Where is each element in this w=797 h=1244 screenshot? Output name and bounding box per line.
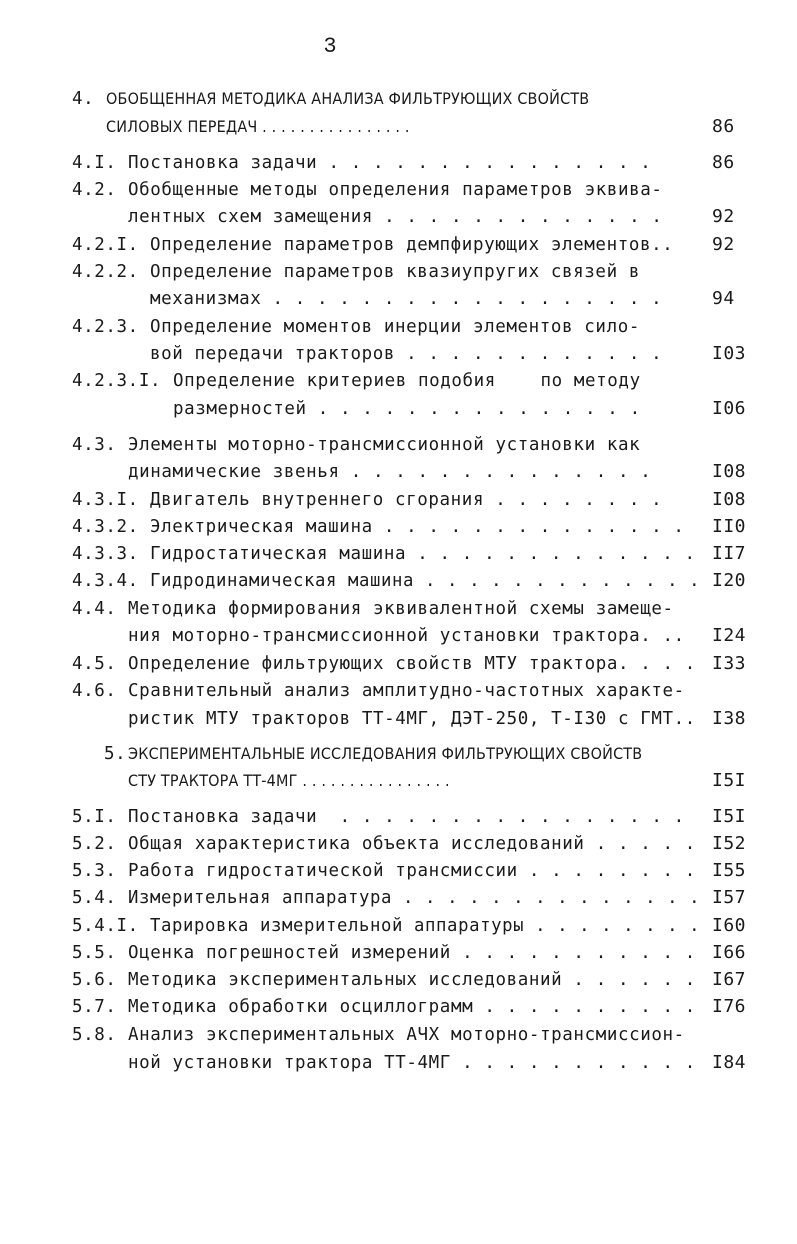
toc-entry-number: 5.2.	[72, 834, 117, 854]
toc-page-number: I67	[712, 969, 747, 990]
toc-line	[0, 314, 797, 340]
toc-line	[0, 596, 797, 622]
toc-line	[0, 651, 797, 677]
toc-page-number: I24	[712, 625, 747, 646]
toc-line	[0, 994, 797, 1020]
toc-entry-title: Гидростатическая машина . . . . . . . . . . . . .	[150, 544, 696, 564]
toc-entry-number: 5.3.	[72, 861, 117, 881]
toc-line	[0, 940, 797, 966]
toc-entry-title: Постановка задачи . . . . . . . . . . . . . . .	[128, 153, 652, 173]
toc-entry-title: ристик МТУ тракторов ТТ-4МГ, ДЭТ-250, Т-I30 с ГМТ..	[128, 709, 696, 729]
toc-line	[0, 487, 797, 513]
toc-entry-number: 5.4.	[72, 888, 117, 908]
toc-entry-number: 4.3.I.	[72, 490, 139, 510]
toc-line	[0, 568, 797, 594]
toc-entry-title: Тарировка измерительной аппаратуры . . . . . . . .	[150, 916, 701, 936]
toc-entry-title: Электрическая машина . . . . . . . . . . . . . .	[150, 517, 685, 537]
toc-entry-title: Двигатель внутреннего сгорания . . . . . . . .	[150, 490, 663, 510]
toc-page-number: 92	[712, 206, 735, 227]
toc-line	[0, 514, 797, 540]
toc-entry-title: Постановка задачи . . . . . . . . . . . . . . . .	[128, 807, 685, 827]
toc-entry-number: 4.2.	[72, 180, 117, 200]
toc-line	[0, 831, 797, 857]
toc-line	[0, 204, 797, 230]
toc-line	[0, 858, 797, 884]
toc-line	[0, 396, 797, 422]
toc-entry-number: 5.4.I.	[72, 916, 139, 936]
toc-entry-title: вой передачи тракторов . . . . . . . . . . . .	[150, 344, 663, 364]
toc-page-number: 86	[712, 116, 735, 137]
toc-page-number: I5I	[712, 806, 747, 827]
toc-entry-number: 4.2.3.I.	[72, 371, 162, 391]
toc-entry-title: СТУ ТРАКТОРА ТТ-4МГ . . . . . . . . . . . . . . . .	[128, 771, 450, 790]
toc-entry-title: Обобщенные методы определения параметров эквива-	[128, 180, 663, 200]
toc-entry-title: Методика формирования эквивалентной схемы замеще-	[128, 599, 674, 619]
toc-line	[0, 541, 797, 567]
toc-entry-title: СИЛОВЫХ ПЕРЕДАЧ . . . . . . . . . . . . . . . .	[106, 117, 410, 136]
toc-entry-title: Методика обработки осциллограмм . . . . . . . . . .	[128, 997, 696, 1017]
toc-entry-title: Гидродинамическая машина . . . . . . . . . . . . .	[150, 571, 701, 591]
toc-entry-title: Определение моментов инерции элементов сило-	[150, 317, 640, 337]
toc-page-number: I84	[712, 1052, 747, 1073]
toc-entry-title: ной установки трактора ТТ-4МГ . . . . . . . . . . .	[128, 1053, 696, 1073]
toc-entry-title: Работа гидростатической трансмиссии . . . . . . . .	[128, 861, 696, 881]
toc-line	[0, 768, 797, 794]
toc-entry-number: 4.5.	[72, 654, 117, 674]
toc-line	[0, 341, 797, 367]
toc-page-number: I55	[712, 860, 747, 881]
toc-entry-title: динамические звенья . . . . . . . . . . . . . .	[128, 462, 652, 482]
toc-entry-number: 5.7.	[72, 997, 117, 1017]
toc-entry-number: 4.I.	[72, 153, 117, 173]
toc-entry-title: Определение параметров демпфирующих элементов..	[150, 235, 674, 255]
toc-entry-title: лентных схем замещения . . . . . . . . . . . . .	[128, 207, 663, 227]
toc-entry-title: Оценка погрешностей измерений . . . . . . . . . . .	[128, 943, 696, 963]
toc-page-number: I66	[712, 942, 747, 963]
toc-page-number: II0	[712, 516, 747, 537]
toc-entry-number: 4.3.4.	[72, 571, 139, 591]
toc-line	[0, 150, 797, 176]
toc-entry-number: 4.2.I.	[72, 235, 139, 255]
toc-entry-title: ЭКСПЕРИМЕНТАЛЬНЫЕ ИССЛЕДОВАНИЯ ФИЛЬТРУЮЩИХ СВОЙСТВ	[128, 744, 643, 763]
toc-line	[0, 259, 797, 285]
toc-entry-title: Сравнительный анализ амплитудно-частотных характе-	[128, 681, 685, 701]
toc-page-number: I38	[712, 708, 747, 729]
toc-entry-title: ОБОБЩЕННАЯ МЕТОДИКА АНАЛИЗА ФИЛЬТРУЮЩИХ СВОЙСТВ	[106, 89, 590, 108]
toc-page-number: I57	[712, 887, 747, 908]
toc-entry-number: 4.4.	[72, 599, 117, 619]
toc-line	[0, 114, 797, 140]
toc-entry-title: Измерительная аппаратура . . . . . . . . . . . . . .	[128, 888, 701, 908]
toc-page-number: I08	[712, 461, 747, 482]
toc-line	[0, 177, 797, 203]
toc-line	[0, 1050, 797, 1076]
toc-entry-number: 5.	[104, 744, 127, 764]
toc-page-number: I33	[712, 653, 747, 674]
toc-entry-number: 5.5.	[72, 943, 117, 963]
toc-entry-title: Определение фильтрующих свойств МТУ трактора. . . .	[128, 654, 696, 674]
toc-entry-number: 4.2.2.	[72, 262, 139, 282]
toc-page-number: 94	[712, 288, 735, 309]
toc-entry-number: 5.I.	[72, 807, 117, 827]
toc-entry-number: 5.6.	[72, 970, 117, 990]
page-number: 3	[323, 34, 337, 59]
toc-page-number: 86	[712, 152, 735, 173]
toc-entry-title: Элементы моторно-трансмиссионной установки как	[128, 435, 641, 455]
toc-page-number: I76	[712, 996, 747, 1017]
toc-entry-number: 4.3.	[72, 435, 117, 455]
toc-entry-title: ния моторно-трансмиссионной установки трактора. ..	[128, 626, 685, 646]
toc-line	[0, 86, 797, 112]
toc-page-number: II7	[712, 543, 747, 564]
toc-page-number: 92	[712, 234, 735, 255]
toc-line	[0, 706, 797, 732]
toc-line	[0, 459, 797, 485]
toc-entry-title: размерностей . . . . . . . . . . . . . . .	[173, 399, 641, 419]
toc-entry-title: Общая характеристика объекта исследований . . . . .	[128, 834, 696, 854]
toc-entry-number: 5.8.	[72, 1025, 117, 1045]
toc-entry-title: Определение параметров квазиупругих связей в	[150, 262, 640, 282]
toc-page-number: I52	[712, 833, 747, 854]
toc-page-number: I20	[712, 570, 747, 591]
toc-line	[0, 885, 797, 911]
toc-page-number: I60	[712, 915, 747, 936]
toc-entry-number: 4.3.3.	[72, 544, 139, 564]
toc-page-number: I06	[712, 398, 747, 419]
toc-page-number: I08	[712, 489, 747, 510]
toc-line	[0, 232, 797, 258]
toc-line	[0, 967, 797, 993]
toc-line	[0, 741, 797, 767]
toc-entry-number: 4.	[72, 89, 95, 109]
toc-line	[0, 432, 797, 458]
toc-entry-title: Методика экспериментальных исследований . . . . . .	[128, 970, 696, 990]
toc-line	[0, 286, 797, 312]
toc-entry-number: 4.6.	[72, 681, 117, 701]
toc-entry-title: Анализ экспериментальных АЧХ моторно-трансмиссион-	[128, 1025, 685, 1045]
toc-entry-number: 4.2.3.	[72, 317, 139, 337]
toc-entry-title: Определение критериев подобия по методу	[173, 371, 641, 391]
toc-page-number: I5I	[712, 770, 747, 791]
toc-page-number: I03	[712, 343, 747, 364]
toc-entry-title: механизмах . . . . . . . . . . . . . . . . . .	[150, 289, 663, 309]
toc-line	[0, 678, 797, 704]
toc-entry-number: 4.3.2.	[72, 517, 139, 537]
toc-line	[0, 1022, 797, 1048]
toc-line	[0, 913, 797, 939]
toc-line	[0, 368, 797, 394]
toc-line	[0, 623, 797, 649]
toc-line	[0, 804, 797, 830]
